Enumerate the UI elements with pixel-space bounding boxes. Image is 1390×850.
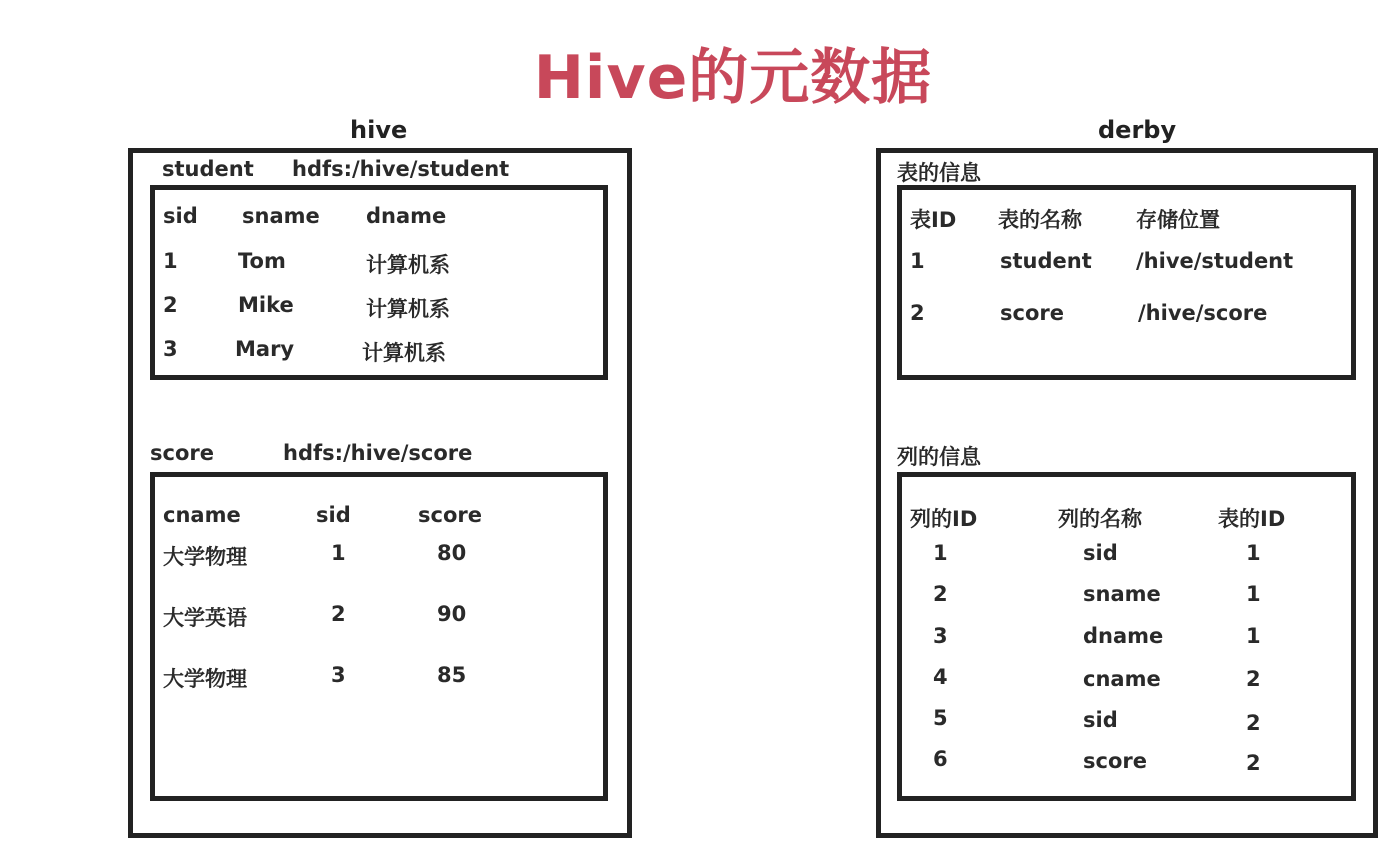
student-header-sid: sid (163, 204, 198, 228)
hive-label: hive (350, 116, 408, 144)
column-info-row-3-table-id: 1 (1246, 624, 1261, 648)
column-info-row-6-name: score (1083, 749, 1147, 773)
student-header-sname: sname (242, 204, 320, 228)
score-header-score: score (418, 503, 482, 527)
table-info-header-name: 表的名称 (998, 208, 1082, 232)
student-header-dname: dname (366, 204, 447, 228)
column-info-header-name: 列的名称 (1058, 507, 1142, 531)
table-info-row-2-location: /hive/score (1138, 301, 1268, 325)
column-info-row-1-id: 1 (933, 541, 948, 565)
table-info-box (897, 185, 1356, 380)
column-info-row-6-id: 6 (933, 747, 948, 771)
score-header-sid: sid (316, 503, 351, 527)
column-info-row-2-id: 2 (933, 582, 948, 606)
score-row-3-cname: 大学物理 (163, 667, 247, 691)
score-table-location: hdfs:/hive/score (283, 441, 473, 465)
table-info-header-id: 表ID (910, 208, 957, 232)
score-row-3-sid: 3 (331, 663, 346, 687)
column-info-header-id: 列的ID (910, 507, 978, 531)
student-table-name: student (162, 157, 254, 181)
score-row-1-cname: 大学物理 (163, 545, 247, 569)
table-info-row-2-id: 2 (910, 301, 925, 325)
page-title: Hive的元数据 (533, 43, 933, 113)
column-info-row-6-table-id: 2 (1246, 751, 1261, 775)
score-row-2-sid: 2 (331, 602, 346, 626)
score-row-1-score: 80 (437, 541, 467, 565)
column-info-header-table-id: 表的ID (1218, 507, 1286, 531)
column-info-row-5-name: sid (1083, 708, 1118, 732)
student-row-3-sid: 3 (163, 337, 178, 361)
student-row-1-sid: 1 (163, 249, 178, 273)
table-info-name: 表的信息 (897, 161, 981, 185)
score-row-3-score: 85 (437, 663, 467, 687)
column-info-row-2-name: sname (1083, 582, 1161, 606)
table-info-row-1-name: student (1000, 249, 1092, 273)
score-header-cname: cname (163, 503, 241, 527)
column-info-row-3-name: dname (1083, 624, 1164, 648)
student-row-1-dname: 计算机系 (366, 253, 450, 277)
student-row-2-dname: 计算机系 (366, 297, 450, 321)
column-info-name: 列的信息 (897, 445, 981, 469)
table-info-row-1-location: /hive/student (1136, 249, 1294, 273)
score-table-name: score (150, 441, 214, 465)
column-info-row-2-table-id: 1 (1246, 582, 1261, 606)
column-info-row-4-table-id: 2 (1246, 667, 1261, 691)
score-row-2-cname: 大学英语 (163, 606, 247, 630)
student-table-location: hdfs:/hive/student (292, 157, 510, 181)
column-info-row-5-id: 5 (933, 706, 948, 730)
derby-label: derby (1098, 116, 1177, 144)
column-info-row-3-id: 3 (933, 624, 948, 648)
column-info-row-4-name: cname (1083, 667, 1161, 691)
column-info-row-5-table-id: 2 (1246, 711, 1261, 735)
student-row-3-dname: 计算机系 (362, 341, 446, 365)
student-row-3-sname: Mary (235, 337, 295, 361)
score-row-2-score: 90 (437, 602, 467, 626)
table-info-row-1-id: 1 (910, 249, 925, 273)
student-row-2-sname: Mike (238, 293, 294, 317)
score-row-1-sid: 1 (331, 541, 346, 565)
column-info-row-1-name: sid (1083, 541, 1118, 565)
table-info-row-2-name: score (1000, 301, 1064, 325)
column-info-row-4-id: 4 (933, 665, 948, 689)
student-row-1-sname: Tom (238, 249, 286, 273)
column-info-row-1-table-id: 1 (1246, 541, 1261, 565)
student-row-2-sid: 2 (163, 293, 178, 317)
table-info-header-location: 存储位置 (1136, 208, 1220, 232)
